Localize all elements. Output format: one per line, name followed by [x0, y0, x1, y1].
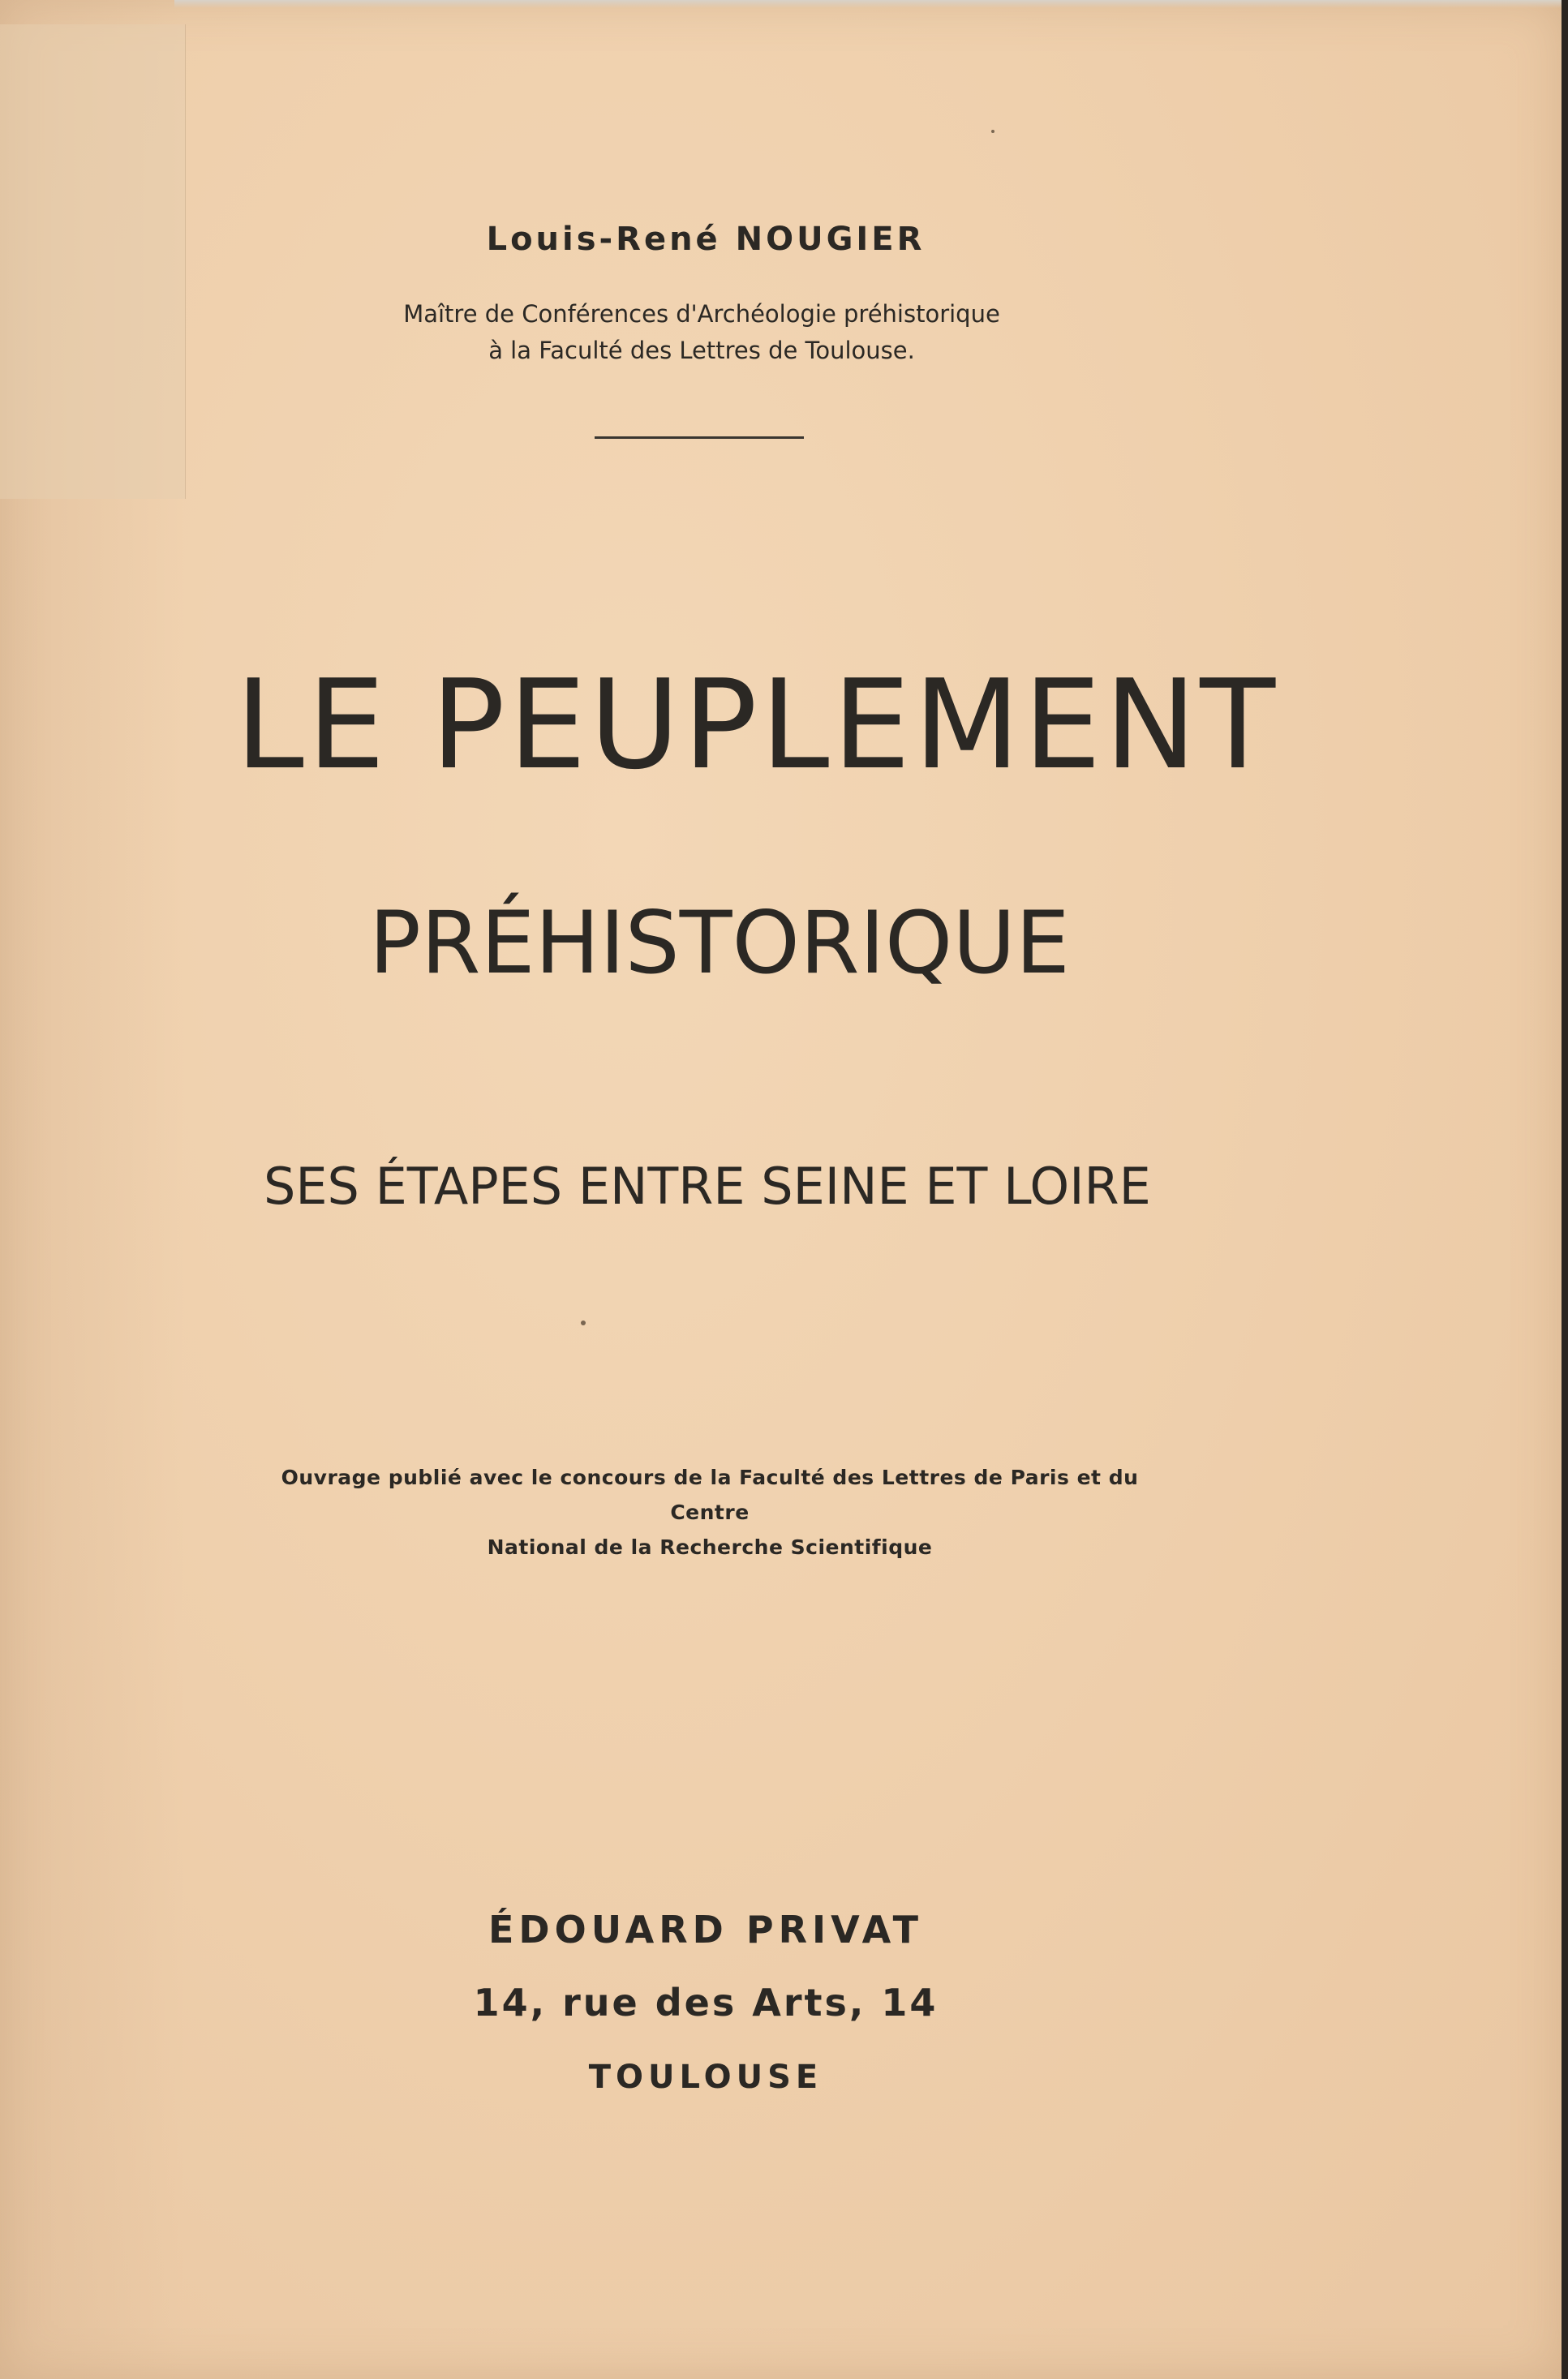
book-tagline: SES ÉTAPES ENTRE SEINE ET LOIRE [264, 1157, 1151, 1216]
note-line-1: Ouvrage publié avec le concours de la Faculté des Lettres de Paris et du Centre [281, 1466, 1139, 1524]
author-affiliation [0, 296, 1403, 369]
publisher-city: TOULOUSE [588, 2059, 823, 2096]
paper-speck [991, 130, 994, 133]
note-line-2: National de la Recherche Scientifique [487, 1535, 933, 1559]
publisher-address: 14, rue des Arts, 14 [473, 1981, 939, 2025]
right-edge-shadow [1562, 0, 1568, 2379]
author-name: Louis-René NOUGIER [486, 221, 926, 258]
affiliation-line-2: à la Faculté des Lettres de Toulouse. [488, 337, 915, 364]
tape-patch [0, 24, 186, 499]
book-subtitle: PRÉHISTORIQUE [369, 893, 1070, 993]
divider-rule [595, 436, 804, 439]
publication-note [251, 1460, 1168, 1565]
publisher-name: ÉDOUARD PRIVAT [488, 1908, 923, 1952]
paper-speck [581, 1320, 586, 1325]
top-edge [174, 0, 1562, 8]
affiliation-line-1: Maître de Conférences d'Archéologie préhistorique [403, 300, 1000, 328]
book-title: LE PEUPLEMENT [235, 653, 1279, 797]
